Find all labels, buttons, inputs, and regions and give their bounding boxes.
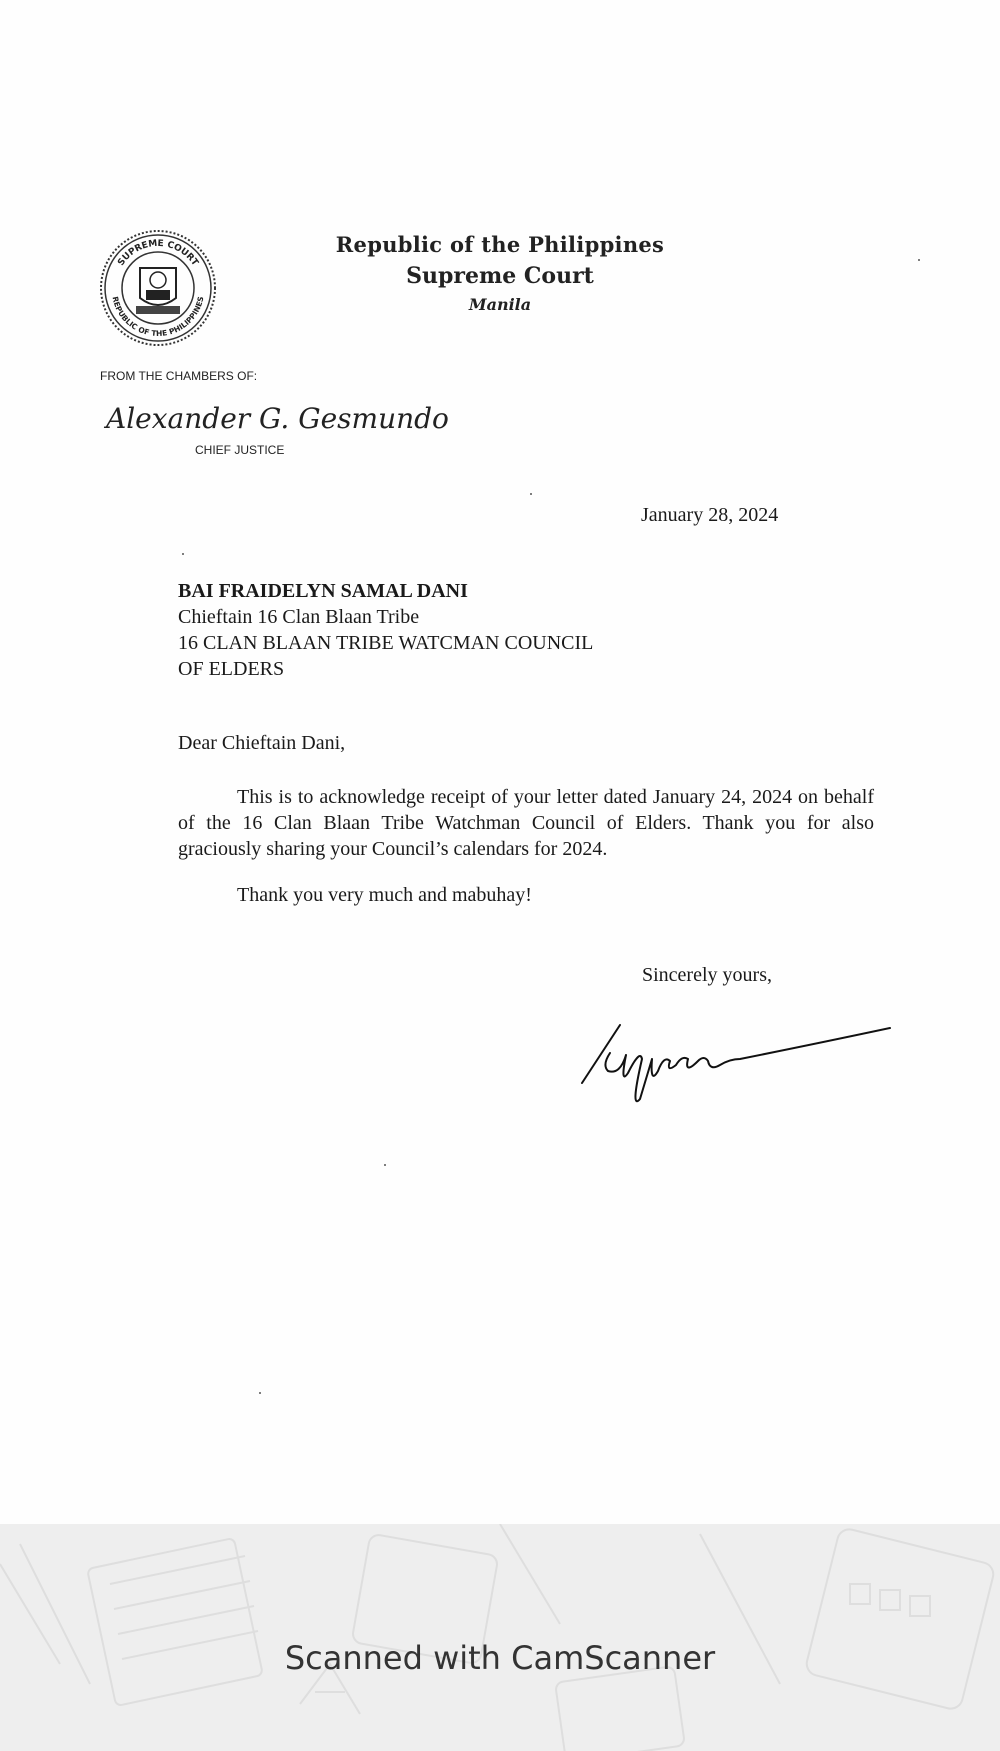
salutation: Dear Chieftain Dani, — [178, 732, 346, 754]
chambers-label: FROM THE CHAMBERS OF: — [100, 369, 258, 383]
scan-speck — [918, 259, 920, 261]
signature — [580, 1015, 900, 1115]
chief-justice-title: CHIEF JUSTICE — [195, 443, 285, 457]
addressee-line: 16 CLAN BLAAN TRIBE WATCMAN COUNCIL — [178, 632, 594, 654]
scan-speck — [182, 553, 184, 555]
chief-justice-name: Alexander G. Gesmundo — [106, 402, 449, 435]
svg-text:REPUBLIC OF THE PHILIPPINES: REPUBLIC OF THE PHILIPPINES — [110, 295, 206, 339]
closing: Sincerely yours, — [642, 964, 772, 986]
svg-text:SUPREME COURT: SUPREME COURT — [116, 238, 200, 268]
letterhead — [320, 232, 680, 314]
camscanner-footer — [0, 1524, 1000, 1751]
letterhead-court: Supreme Court — [406, 263, 594, 289]
letterhead-republic: Republic of the Philippines — [335, 232, 665, 257]
body-paragraph: This is to acknowledge receipt of your letter dated January 24, 2024 on behalf of the 16 Clan Blaan Tribe Watchman Council of Elders. Thank you for also graciously sharing your Council’s calendars for 2024. — [178, 786, 874, 860]
scan-speck — [384, 1164, 386, 1166]
letter-date: January 28, 2024 — [641, 504, 779, 526]
closing-thanks: Thank you very much and mabuhay! — [237, 884, 532, 906]
addressee-line: Chieftain 16 Clan Blaan Tribe — [178, 606, 420, 628]
letterhead-city: Manila — [468, 295, 532, 314]
scan-speck — [259, 1392, 261, 1394]
addressee-line: OF ELDERS — [178, 658, 285, 680]
supreme-court-seal — [98, 228, 218, 348]
camscanner-text: Scanned with CamScanner — [284, 1639, 716, 1677]
scan-speck — [530, 493, 532, 495]
addressee-block — [178, 578, 593, 682]
addressee-name: BAI FRAIDELYN SAMAL DANI — [178, 580, 468, 602]
footer-pattern — [0, 1524, 1000, 1751]
